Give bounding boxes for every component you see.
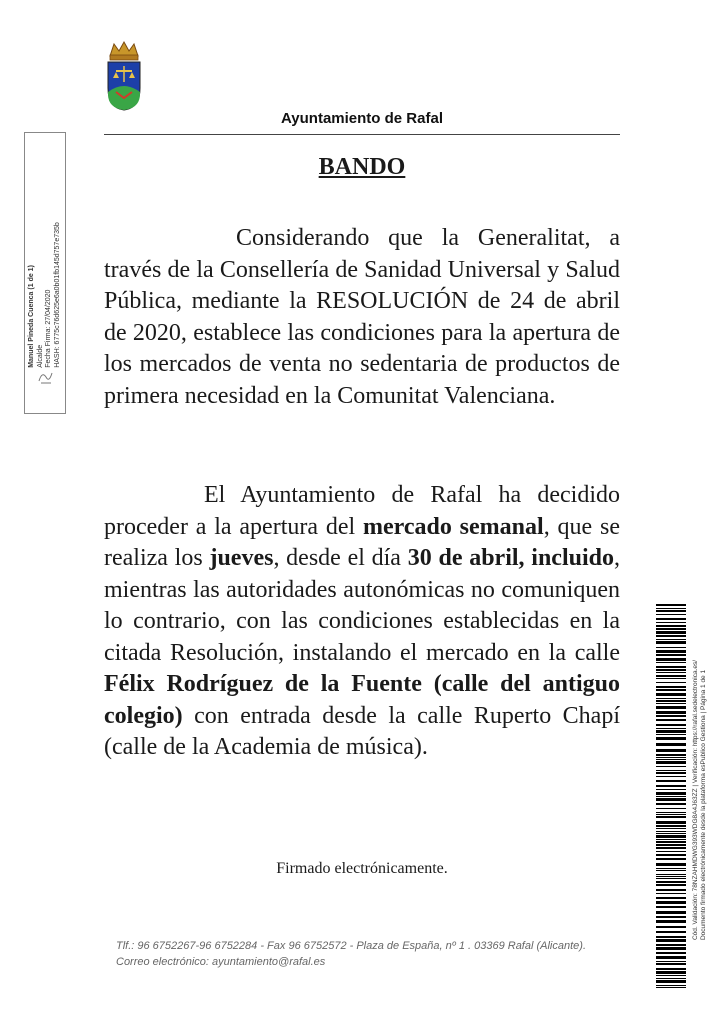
document-title: BANDO <box>318 154 406 180</box>
barcode-bar <box>656 841 686 843</box>
barcode-bar <box>656 975 686 976</box>
barcode-bar <box>656 666 686 668</box>
barcode-bar <box>656 610 686 612</box>
barcode-bar <box>656 893 686 894</box>
barcode-bar <box>656 675 686 677</box>
barcode-bar <box>656 897 686 899</box>
street-bold: Félix Rodríguez de la Fuente (calle del antiguo colegio) <box>104 671 620 729</box>
barcode-bar <box>656 658 686 661</box>
signature-stamp-text <box>28 223 62 369</box>
barcode-bar <box>656 889 686 891</box>
validation-platform: Documento firmado electrónicamente desde la plataforma esPublico Gestiona | Página 1 de 1 <box>700 669 707 941</box>
barcode-bar <box>656 906 686 908</box>
barcode-bar <box>656 614 686 615</box>
barcode-bar <box>656 631 686 634</box>
barcode-bar <box>656 662 686 663</box>
barcode-bar <box>656 703 686 704</box>
footer-contact <box>116 938 636 970</box>
barcode-bar <box>656 963 686 965</box>
barcode-bar <box>656 901 686 904</box>
barcode-bar <box>656 792 686 795</box>
barcode-bar <box>656 847 686 849</box>
barcode-bar <box>656 734 686 735</box>
barcode-bar <box>656 858 686 860</box>
paragraph-2-text-2: , que se realiza los <box>104 513 620 571</box>
barcode-bar <box>656 828 686 829</box>
barcode-bar <box>656 851 686 852</box>
barcode-bar <box>656 854 686 856</box>
barcode-bar <box>656 689 686 691</box>
barcode-bar <box>656 698 686 699</box>
barcode-bar <box>656 766 686 767</box>
paragraph-2-text-3: , desde el día <box>273 545 408 571</box>
barcode-bar <box>656 814 686 815</box>
barcode-bar <box>656 868 686 869</box>
barcode-bar <box>656 844 686 846</box>
barcode-bar <box>656 686 686 688</box>
barcode-bar <box>656 693 686 696</box>
signer-name: Manuel Pineda Cuenca (1 de 1) <box>28 265 35 369</box>
header-divider <box>104 134 620 135</box>
barcode-bar <box>656 650 686 653</box>
barcode-bar <box>656 833 686 834</box>
barcode-bar <box>656 878 686 879</box>
signer-role: Alcalde <box>36 345 44 369</box>
paragraph-2-text-4: , mientras las autoridades autonómicas no comuniquen lo contrario, con las condiciones establecidas en la citada Resolución, instalando el mercado en la calle <box>104 545 620 666</box>
barcode-bar <box>656 876 686 877</box>
barcode-bar <box>656 816 686 818</box>
barcode-bar <box>656 968 686 970</box>
crest-logo <box>104 40 144 112</box>
barcode-bar <box>656 952 686 954</box>
barcode-bar <box>656 780 686 782</box>
barcode-bar <box>656 831 686 832</box>
paragraph-2 <box>104 480 620 764</box>
barcode-bar <box>656 987 686 988</box>
validation-code: Cód. Validación: 78NZAHMDWG393WDG8A4J63ZZ | Verificación: https://rafal.sedelectronica.es/ <box>692 659 699 941</box>
barcode-bar <box>656 798 686 801</box>
barcode-bar <box>656 728 686 729</box>
barcode-bar <box>656 881 686 883</box>
barcode-bar <box>656 772 686 774</box>
barcode-bar <box>656 770 686 771</box>
paragraph-2-text-1: El Ayuntamiento de Rafal ha decidido proceder a la apertura del <box>104 482 620 540</box>
barcode-bar <box>656 628 686 630</box>
barcode-bar <box>656 700 686 702</box>
barcode-bar <box>656 754 686 756</box>
barcode-bar <box>656 884 686 886</box>
barcode-bar <box>656 776 686 777</box>
barcode-bar <box>656 641 686 644</box>
barcode-bar <box>656 711 686 714</box>
barcode-bar <box>656 635 686 637</box>
barcode-bar <box>656 796 686 797</box>
barcode-bar <box>656 706 686 709</box>
barcode-bar <box>656 874 686 875</box>
barcode-bar <box>656 971 686 974</box>
barcode-bar <box>656 978 686 979</box>
barcode-bar <box>656 947 686 950</box>
signature-hash: HASH: 6775c76d625e6a0b01fb145d757e735b <box>53 222 61 369</box>
validation-barcode <box>656 604 686 988</box>
barcode-bar <box>656 803 686 805</box>
signature-scribble-icon <box>35 365 57 387</box>
barcode-bar <box>656 985 686 986</box>
barcode-bar <box>656 625 686 627</box>
signature-stamp <box>24 132 66 414</box>
day-bold: jueves <box>209 545 274 571</box>
barcode-bar <box>656 839 686 840</box>
barcode-bar <box>656 911 686 914</box>
barcode-bar <box>656 944 686 946</box>
barcode-bar <box>656 931 686 933</box>
footer-email: Correo electrónico: ayuntamiento@rafal.es <box>116 956 326 968</box>
barcode-bar <box>656 715 686 717</box>
signed-electronically: Firmado electrónicamente. <box>276 860 448 877</box>
barcode-bar <box>656 863 686 866</box>
barcode-bar <box>656 808 686 809</box>
barcode-bar <box>656 678 686 679</box>
paragraph-2-text-5: con entrada desde la calle Ruperto Chapí (calle de la Academia de música). <box>104 702 620 760</box>
paragraph-1-text: Considerando que la Generalitat, a través de la Consellería de Sanidad Universal y Salud Pública, mediante la RESOLUCIÓN de 24 de abril de 2020, establece las condiciones para la apertura de los mercados de venta no sedentaria de productos de primera necesidad en la Comunitat Valenciana. <box>104 225 620 409</box>
barcode-bar <box>656 936 686 938</box>
barcode-bar <box>656 724 686 726</box>
barcode-bar <box>656 604 686 606</box>
barcode-bar <box>656 785 686 787</box>
barcode-bar <box>656 647 686 648</box>
municipality-title: Ayuntamiento de Rafal <box>281 110 443 127</box>
barcode-bar <box>656 743 686 746</box>
barcode-bar <box>656 835 686 838</box>
paragraph-1 <box>104 223 620 412</box>
barcode-bar <box>656 926 686 928</box>
barcode-bar <box>656 920 686 923</box>
barcode-bar <box>656 672 686 673</box>
barcode-bar <box>656 916 686 918</box>
barcode-bar <box>656 669 686 671</box>
barcode-bar <box>656 980 686 983</box>
barcode-bar <box>656 821 686 824</box>
barcode-bar <box>656 608 686 609</box>
barcode-bar <box>656 812 686 813</box>
barcode-bar <box>656 825 686 827</box>
barcode-bar <box>656 870 686 871</box>
barcode-bar <box>656 618 686 620</box>
barcode-bar <box>656 789 686 790</box>
signature-date: Fecha Firma: 27/04/2020 <box>45 289 52 369</box>
date-bold: 30 de abril, incluido <box>407 545 614 571</box>
barcode-bar <box>656 737 686 740</box>
barcode-bar <box>656 730 686 733</box>
barcode-bar <box>656 761 686 764</box>
barcode-bar <box>656 961 686 962</box>
barcode-bar <box>656 757 686 758</box>
barcode-bar <box>656 719 686 721</box>
barcode-bar <box>656 749 686 752</box>
barcode-bar <box>656 682 686 683</box>
barcode-bar <box>656 939 686 942</box>
barcode-bar <box>656 759 686 760</box>
barcode-bar <box>656 956 686 959</box>
footer-phone-address: Tlf.: 96 6752267-96 6752284 - Fax 96 6752572 - Plaza de España, nº 1 . 03369 Rafal (Alicante). <box>116 940 586 952</box>
barcode-bar <box>656 622 686 623</box>
barcode-bar <box>656 654 686 656</box>
barcode-bar <box>656 639 686 640</box>
market-weekly-bold: mercado semanal <box>362 513 544 540</box>
